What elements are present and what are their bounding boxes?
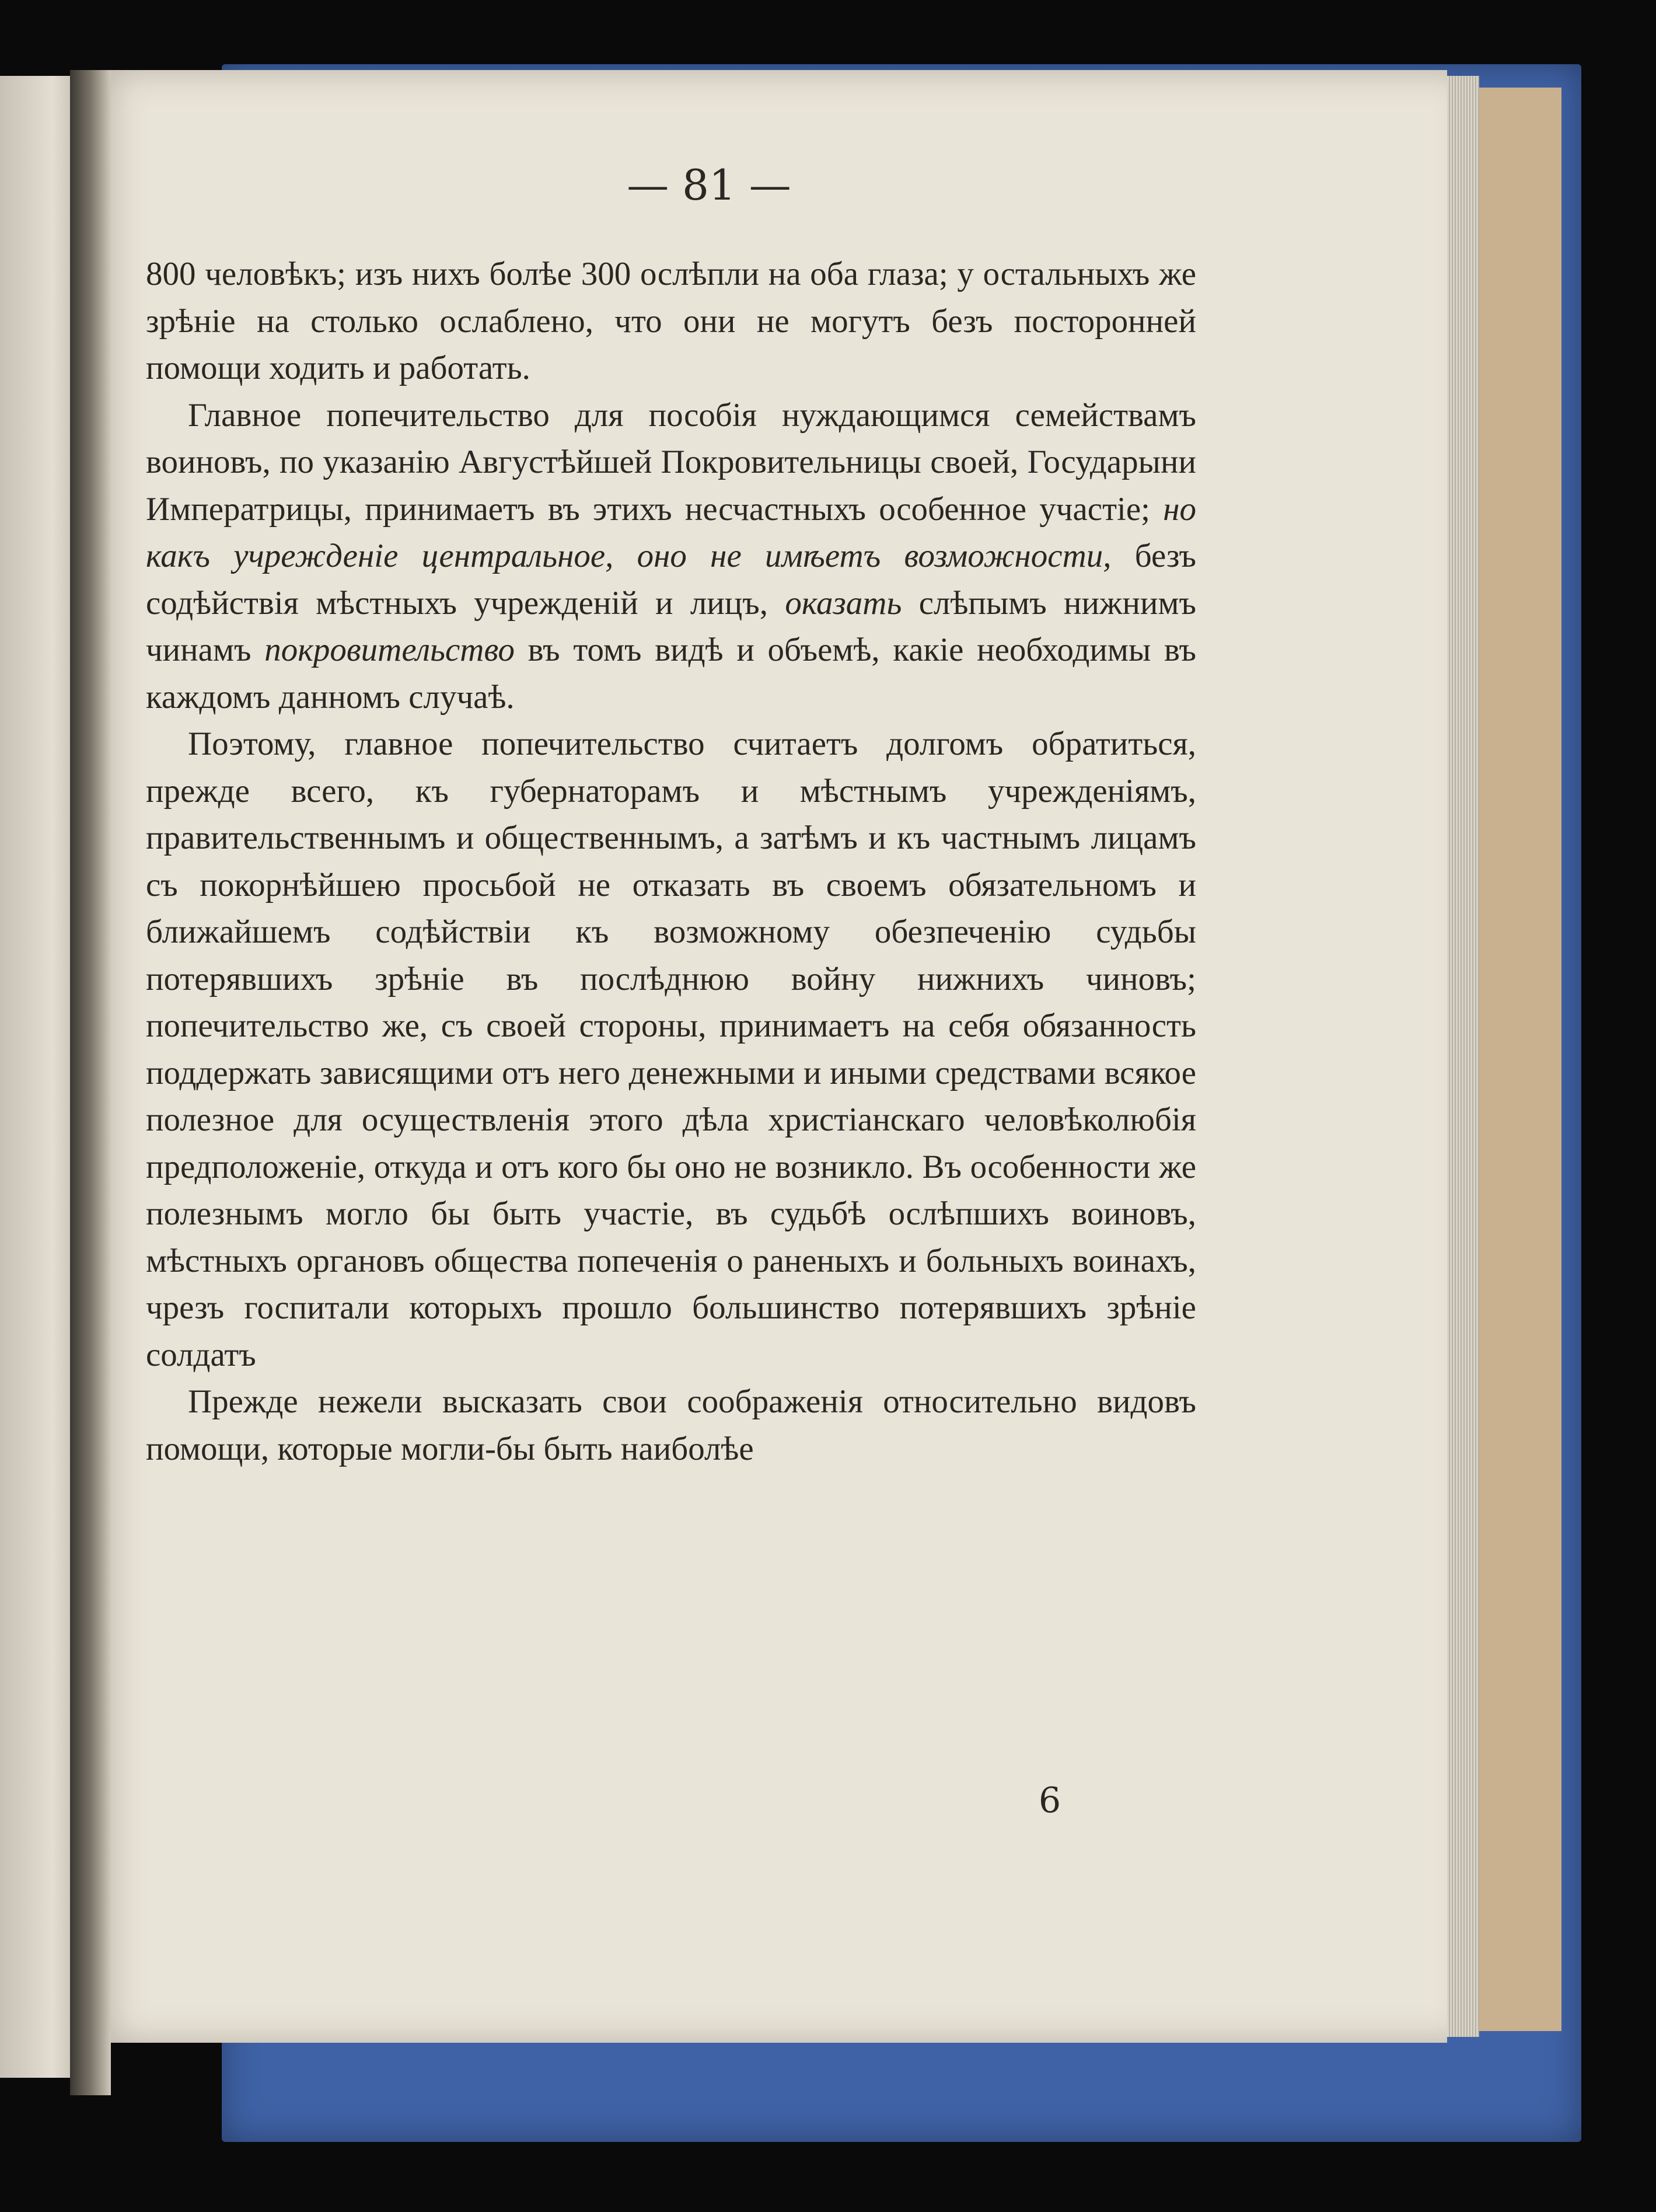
paragraph-2-middle: безъ содѣйствія мѣстныхъ учрежденій и лицъ, [146, 538, 1196, 622]
signature-mark: 6 [1039, 1780, 1061, 1821]
paragraph-1: 800 человѣкъ; изъ нихъ болѣе 300 ослѣпли на оба глаза; у остальныхъ же зрѣніе на столько ослаблено, что они не могутъ безъ посторонней помощи ходить и работать. [146, 256, 1196, 386]
paragraph-2-italic-1: но какъ учрежденіе центральное, оно не имѣетъ возможности, [146, 490, 1196, 574]
book-page [88, 70, 1447, 2043]
paragraph-2-end: въ томъ видѣ и объемѣ, какіе необходимы въ каждомъ данномъ случаѣ. [146, 631, 1196, 716]
paragraph-2-italic-3: покровительство [264, 631, 515, 668]
paragraph-2-start: Главное попечительство для пособія нуждающимся семействамъ воиновъ, по указанію Августѣйшей Покровительницы своей, Государыни Императрицы, принимаетъ въ этихъ несчастныхъ особенное участіе; [146, 396, 1196, 528]
paragraph-2-italic-2: оказать [785, 584, 902, 622]
book-gutter [70, 70, 111, 2095]
paragraph-2 [146, 392, 1196, 721]
page-text [146, 251, 1196, 1473]
paragraph-2-middle-2: слѣпымъ нижнимъ чинамъ [146, 584, 1196, 668]
page-number: — 81 — [627, 161, 791, 210]
paragraph-4: Прежде нежели высказать свои соображенія относительно видовъ помощи, которые могли-бы быть наиболѣе [146, 1383, 1196, 1467]
paragraph-3: Поэтому, главное попечительство считаетъ долгомъ обратиться, прежде всего, къ губернаторамъ и мѣстнымъ учрежденіямъ, правительственнымъ и общественнымъ, а затѣмъ и къ частнымъ лицамъ съ покорнѣйшею просьбой не отказать въ своемъ обязательномъ и ближайшемъ содѣйствіи къ возможному обезпеченію судьбы потерявшихъ зрѣніе въ послѣднюю войну нижнихъ чиновъ; попечительство же, съ своей стороны, принимаетъ на себя обязанность поддержать зависящими отъ него денежными и иными средствами всякое полезное для осуществленія этого дѣла христіанскаго человѣколюбія предположеніе, откуда и отъ кого бы оно не возникло. Въ особенности же полезнымъ могло бы быть участіе, въ судьбѣ ослѣпшихъ воиновъ, мѣстныхъ органовъ общества попеченія о раненыхъ и больныхъ воинахъ, чрезъ госпитали которыхъ прошло большинство потерявшихъ зрѣніе солдатъ [146, 725, 1196, 1373]
